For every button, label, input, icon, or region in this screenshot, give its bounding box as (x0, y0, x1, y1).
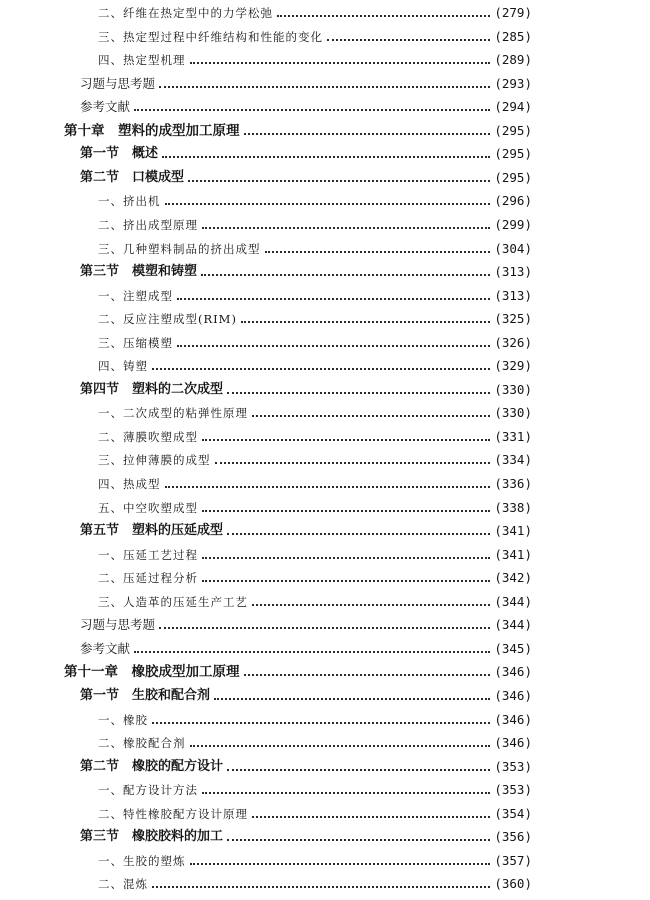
toc-section (80, 376, 532, 398)
toc-page-number: (338) (494, 499, 532, 515)
toc-section (80, 753, 532, 775)
toc-subsection (98, 800, 532, 822)
toc-page-number: (344) (494, 617, 532, 633)
dot-leader (177, 298, 490, 300)
toc-subsection (98, 305, 532, 327)
toc-title: 第一节 生胶和配合剂 (80, 687, 211, 703)
toc-title: 第一节 概述 (80, 146, 159, 162)
toc-chapter (64, 658, 532, 680)
toc-title: 一、生胶的塑炼 (98, 853, 186, 868)
toc-subsection (98, 470, 532, 492)
toc-page-number: (341) (494, 523, 532, 539)
toc-title: 参考文献 (80, 640, 131, 656)
dot-leader (190, 863, 491, 865)
toc-title: 第三节 模塑和铸塑 (80, 264, 198, 280)
toc-page-number: (294) (494, 99, 532, 115)
dot-leader (162, 156, 490, 158)
dot-leader (152, 368, 490, 370)
toc-section (80, 682, 532, 704)
dot-leader (152, 886, 490, 888)
toc-page-number: (313) (494, 287, 532, 303)
toc-page-number: (293) (494, 75, 532, 91)
toc-page-number: (330) (494, 405, 532, 421)
toc-subsection (98, 187, 532, 209)
toc-page-number: (296) (494, 193, 532, 209)
toc-chapter (64, 117, 532, 139)
toc-title: 三、热定型过程中纤维结构和性能的变化 (98, 29, 323, 44)
toc-page-number: (346) (494, 664, 532, 680)
dot-leader (190, 62, 491, 64)
toc-page-number: (299) (494, 216, 532, 232)
dot-leader (265, 251, 491, 253)
toc-title: 一、二次成型的粘弹性原理 (98, 406, 248, 421)
toc-title: 一、橡胶 (98, 712, 148, 727)
toc-subsection (98, 706, 532, 728)
toc-title: 第十章 塑料的成型加工原理 (64, 122, 240, 139)
toc-page-number: (360) (494, 876, 532, 892)
toc-page-number: (342) (494, 570, 532, 586)
toc-page-number: (353) (494, 782, 532, 798)
dot-leader (252, 604, 490, 606)
toc-title: 一、配方设计方法 (98, 783, 198, 798)
toc-title: 五、中空吹塑成型 (98, 500, 198, 515)
toc-subsection (98, 23, 532, 45)
toc-subsection (98, 211, 532, 233)
toc-title: 二、挤出成型原理 (98, 217, 198, 232)
toc-title: 一、压延工艺过程 (98, 547, 198, 562)
toc-subsection (98, 282, 532, 304)
toc-page-number: (334) (494, 452, 532, 468)
dot-leader (215, 462, 491, 464)
toc-title: 二、纤维在热定型中的力学松弛 (98, 6, 273, 20)
toc-subsection (98, 494, 532, 516)
dot-leader (165, 486, 491, 488)
toc-subsection (98, 847, 532, 869)
toc-title: 一、挤出机 (98, 194, 161, 209)
toc-page-number: (357) (494, 852, 532, 868)
toc-subsection (98, 46, 532, 68)
dot-leader (202, 227, 490, 229)
dot-leader (277, 15, 490, 17)
toc-page-number: (289) (494, 52, 532, 68)
toc-page-number: (345) (494, 640, 532, 656)
toc-page-number: (346) (494, 711, 532, 727)
dot-leader (134, 109, 490, 111)
toc-subsection (98, 0, 532, 21)
toc-title: 第三节 橡胶胶料的加工 (80, 829, 224, 845)
toc-title: 第四节 塑料的二次成型 (80, 381, 224, 397)
toc-item (80, 635, 532, 657)
toc-subsection (98, 729, 532, 751)
toc-section (80, 258, 532, 280)
toc-section (80, 517, 532, 539)
dot-leader (202, 557, 490, 559)
toc-item (80, 611, 532, 633)
toc-section (80, 823, 532, 845)
dot-leader (227, 392, 490, 394)
toc-subsection (98, 399, 532, 421)
toc-subsection (98, 870, 532, 892)
dot-leader (134, 651, 490, 653)
toc-page-number: (279) (494, 5, 532, 20)
toc-subsection (98, 564, 532, 586)
toc-title: 第十一章 橡胶成型加工原理 (64, 664, 240, 681)
toc-title: 一、注塑成型 (98, 288, 173, 303)
dot-leader (244, 674, 491, 676)
toc-page-number: (325) (494, 311, 532, 327)
dot-leader (327, 39, 490, 41)
dot-leader (227, 769, 490, 771)
toc-page-number: (344) (494, 593, 532, 609)
dot-leader (202, 792, 490, 794)
toc-page-number: (353) (494, 758, 532, 774)
dot-leader (241, 321, 490, 323)
dot-leader (202, 510, 490, 512)
toc-page-number: (313) (494, 264, 532, 280)
dot-leader (159, 86, 490, 88)
toc-subsection (98, 446, 532, 468)
toc-title: 第二节 口模成型 (80, 169, 185, 185)
toc-page-number: (295) (494, 169, 532, 185)
toc-page-number: (326) (494, 334, 532, 350)
toc-page-number: (346) (494, 687, 532, 703)
toc-page-number: (331) (494, 428, 532, 444)
dot-leader (227, 533, 490, 535)
toc-title: 四、热定型机理 (98, 53, 186, 68)
toc-title: 二、特性橡胶配方设计原理 (98, 806, 248, 821)
toc-title: 二、薄膜吹塑成型 (98, 429, 198, 444)
dot-leader (252, 415, 490, 417)
toc-title: 第五节 塑料的压延成型 (80, 523, 224, 539)
toc-title: 四、热成型 (98, 477, 161, 491)
toc-item (80, 70, 532, 92)
toc-subsection (98, 235, 532, 257)
toc-title: 习题与思考题 (80, 617, 156, 633)
dot-leader (202, 439, 490, 441)
toc-title: 三、人造革的压延生产工艺 (98, 594, 248, 609)
dot-leader (190, 745, 491, 747)
dot-leader (244, 133, 491, 135)
toc-title: 二、反应注塑成型(RIM) (98, 312, 237, 327)
dot-leader (159, 627, 490, 629)
dot-leader (202, 580, 490, 582)
toc-page-number: (285) (494, 28, 532, 44)
dot-leader (177, 345, 490, 347)
toc-title: 三、几种塑料制品的挤出成型 (98, 241, 261, 256)
toc-title: 二、橡胶配合剂 (98, 736, 186, 751)
toc-subsection (98, 588, 532, 610)
toc-subsection (98, 352, 532, 374)
toc-section (80, 164, 532, 186)
toc-page-number: (341) (494, 546, 532, 562)
toc-page-number: (346) (494, 735, 532, 751)
toc-subsection (98, 776, 532, 798)
toc-title: 三、压缩模塑 (98, 335, 173, 350)
toc-page-number: (295) (494, 122, 532, 138)
toc-title: 参考文献 (80, 99, 131, 115)
dot-leader (201, 274, 490, 276)
toc-page-number: (356) (494, 829, 532, 845)
toc-title: 习题与思考题 (80, 75, 156, 91)
toc-title: 二、混炼 (98, 877, 148, 892)
toc-subsection (98, 423, 532, 445)
toc-page-number: (330) (494, 381, 532, 397)
toc-page-number: (329) (494, 358, 532, 374)
dot-leader (152, 722, 490, 724)
dot-leader (227, 839, 490, 841)
toc-subsection (98, 329, 532, 351)
dot-leader (252, 816, 490, 818)
toc-title: 第二节 橡胶的配方设计 (80, 758, 224, 774)
dot-leader (188, 180, 490, 182)
toc-subsection (98, 541, 532, 563)
toc-page-number: (354) (494, 805, 532, 821)
toc-page-number: (336) (494, 476, 532, 491)
toc-title: 二、压延过程分析 (98, 571, 198, 586)
toc-item (80, 93, 532, 115)
toc-section (80, 140, 532, 162)
dot-leader (165, 203, 491, 205)
toc-page-number: (295) (494, 146, 532, 162)
dot-leader (214, 698, 490, 700)
toc-page-number: (304) (494, 240, 532, 256)
toc-title: 三、拉伸薄膜的成型 (98, 453, 211, 468)
toc-title: 四、铸塑 (98, 359, 148, 374)
